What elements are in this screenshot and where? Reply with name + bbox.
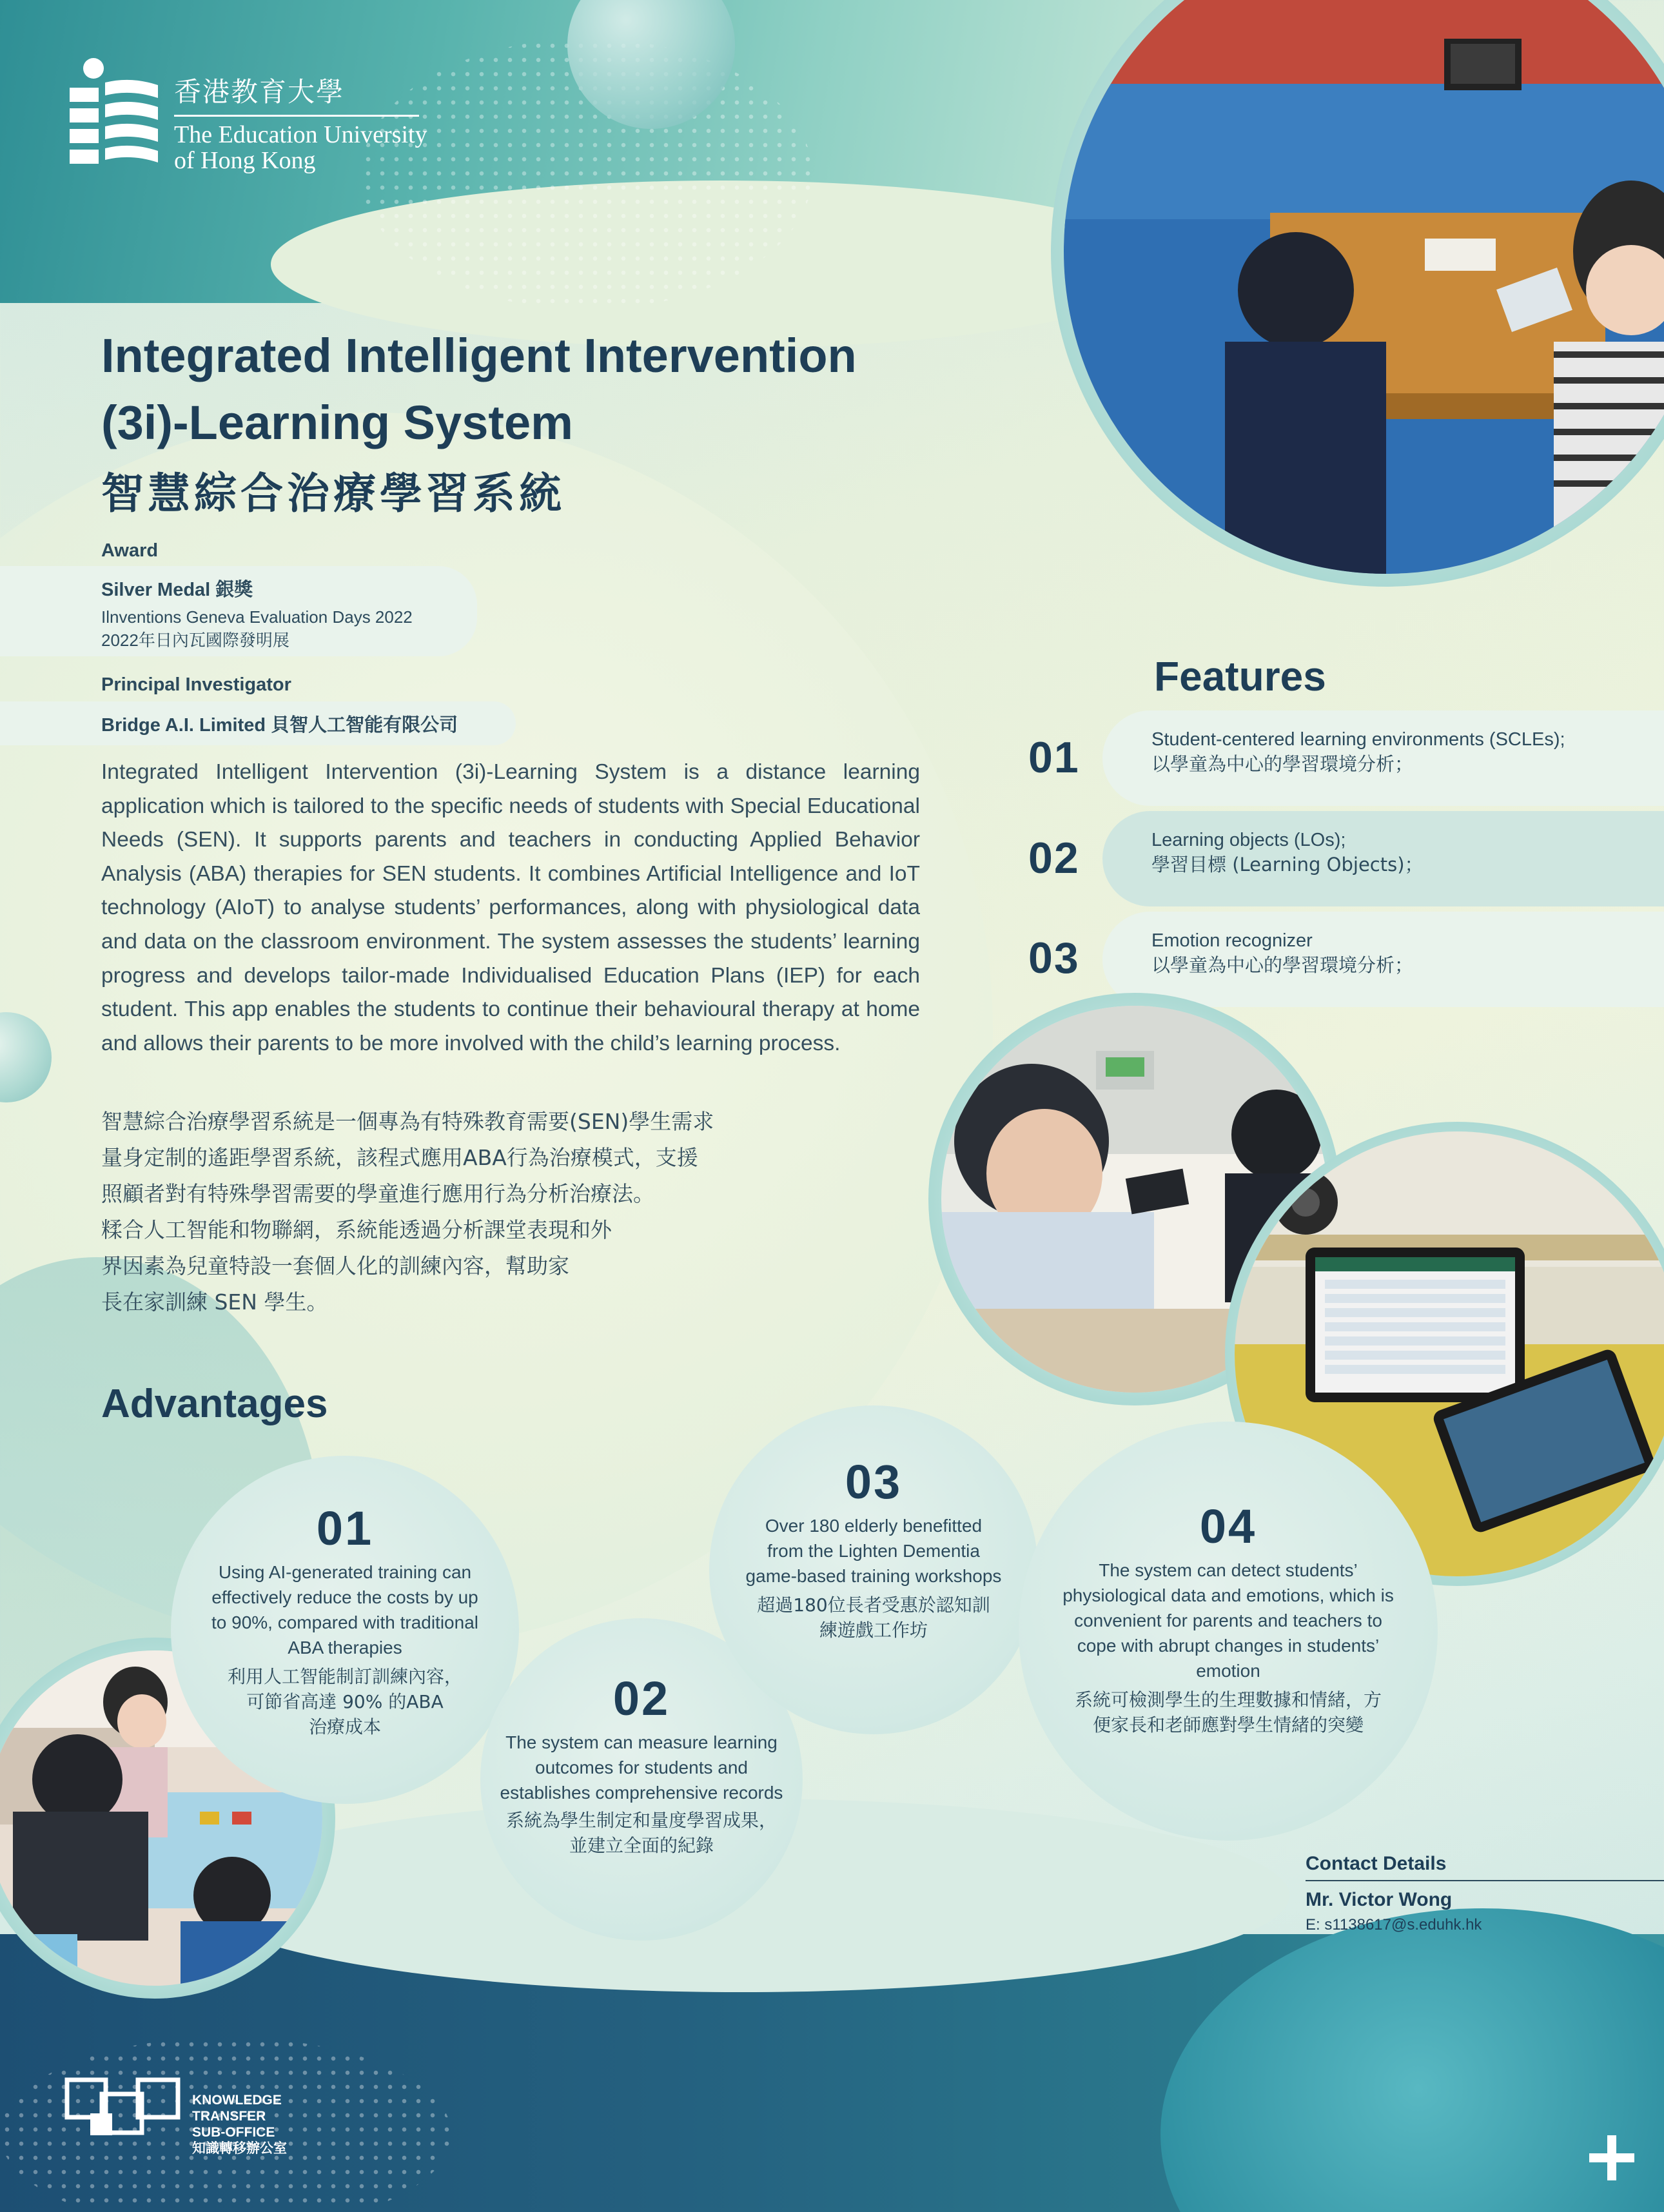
- advantage-card: [709, 1405, 1038, 1734]
- advantage-line: to 90%, compared with traditional: [211, 1612, 478, 1632]
- description-en: Integrated Intelligent Intervention (3i)-Learning System is a distance learning application which is tailored to the specific needs of students with Special Educational Needs (SEN). It supports parents and teachers in conducting Applied Behavior Analysis (ABA) therapies for SEN students. It combines Artificial Intelligence and IoT technology (AIoT) to analyse students’ performances, along with physiological data and data on the classroom environment. The system assesses the students’ learning progress and develops tailor-made Individualised Education Plans (IEP) for each student. This app enables the students to continue their behavioural therapy at home and allows their parents to be more involved with the child’s learning process.: [101, 760, 920, 1055]
- description-zh-line: 糅合人工智能和物聯網，系統能透過分析課堂表現和外: [101, 1217, 612, 1242]
- advantage-line: emotion: [1196, 1661, 1260, 1681]
- advantage-line-zh: 利用人工智能制訂訓練內容，: [227, 1666, 462, 1687]
- description-zh-line: 量身定制的遙距學習系統，該程式應用ABA行為治療模式，支援: [101, 1145, 698, 1170]
- award-event-en: Ilnventions Geneva Evaluation Days 2022: [101, 607, 413, 627]
- advantage-line-zh: 系統為學生制定和量度學習成果，: [505, 1810, 777, 1831]
- feature-text-zh: 以學童為中心的學習環境分析；: [1151, 753, 1414, 775]
- page-title-line2: (3i)-Learning System: [101, 396, 573, 449]
- advantage-line-zh: 並建立全面的紀錄: [569, 1835, 714, 1856]
- kt-line: 知識轉移辦公室: [192, 2140, 287, 2156]
- description-zh: [101, 1104, 843, 1320]
- award-medal: Silver Medal 銀獎: [101, 580, 253, 600]
- advantage-line-zh: 便家長和老師應對學生情緒的突變: [1092, 1714, 1364, 1736]
- contact-details: [1306, 1853, 1664, 1934]
- advantage-line-zh: 系統可檢測學生的生理數據和情緒，方: [1074, 1689, 1382, 1710]
- feature-number: 01: [1028, 733, 1080, 782]
- advantage-line: convenient for parents and teachers to: [1074, 1610, 1382, 1630]
- description-zh-line: 智慧綜合治療學習系統是一個專為有特殊教育需要(SEN)學生需求: [101, 1109, 714, 1134]
- contact-email[interactable]: E: s1138617@s.eduhk.hk: [1306, 1916, 1482, 1933]
- university-name: [174, 71, 427, 173]
- advantage-line: The system can detect students’: [1099, 1560, 1358, 1580]
- university-name-zh: 香港教育大學: [174, 76, 345, 108]
- kt-line: KNOWLEDGE: [192, 2093, 282, 2108]
- advantage-line-zh: 超過180位長者受惠於認知訓: [757, 1594, 990, 1616]
- advantage-line: physiological data and emotions, which is: [1062, 1585, 1394, 1605]
- eduhk-logo-icon: [64, 57, 161, 166]
- feature-text-en: Emotion recognizer: [1151, 930, 1313, 951]
- feature-number: 03: [1028, 934, 1080, 983]
- contact-heading: Contact Details: [1306, 1853, 1447, 1874]
- description-zh-line: 照顧者對有特殊學習需要的學童進行應用行為分析治療法。: [101, 1181, 654, 1206]
- advantage-number: 03: [845, 1455, 903, 1509]
- advantage-line: game-based training workshops: [745, 1566, 1002, 1586]
- advantage-line: ABA therapies: [288, 1638, 402, 1658]
- page-title-line1: Integrated Intelligent Intervention: [101, 329, 857, 382]
- feature-text-en: Learning objects (LOs);: [1151, 830, 1346, 850]
- advantage-line: outcomes for students and: [535, 1757, 748, 1777]
- award-pill: [0, 566, 477, 656]
- award-label: Award: [101, 540, 159, 561]
- advantage-line: from the Lighten Dementia: [767, 1541, 980, 1561]
- advantage-line: effectively reduce the costs by up: [211, 1587, 478, 1607]
- advantage-number: 01: [316, 1502, 374, 1555]
- advantage-card: [1019, 1422, 1438, 1841]
- award-event-zh: 2022年日內瓦國際發明展: [101, 631, 289, 650]
- plus-icon: [1589, 2135, 1634, 2180]
- knowledge-transfer-logo-icon: [64, 2075, 184, 2146]
- feature-number: 02: [1028, 834, 1080, 883]
- university-name-en-line2: of Hong Kong: [174, 147, 316, 174]
- advantages-heading: Advantages: [101, 1382, 328, 1426]
- investigator-name: Bridge A.I. Limited 貝智人工智能有限公司: [101, 715, 458, 736]
- investigator-label: Principal Investigator: [101, 674, 291, 695]
- page-title: [101, 322, 857, 456]
- advantage-line-zh: 治療成本: [308, 1716, 381, 1737]
- advantage-line: cope with abrupt changes in students’: [1077, 1636, 1380, 1656]
- page-title-zh: 智慧綜合治療學習系統: [101, 469, 565, 518]
- feature-item: [1102, 912, 1664, 1007]
- feature-item: [1102, 710, 1664, 806]
- advantage-line: Over 180 elderly benefitted: [765, 1516, 983, 1536]
- feature-text-en: Student-centered learning environments (SCLEs);: [1151, 729, 1565, 750]
- advantage-number: 02: [612, 1672, 670, 1725]
- university-name-en-line1: The Education University: [174, 121, 427, 148]
- advantage-line-zh: 練遊戲工作坊: [819, 1620, 928, 1641]
- investigator-pill: [0, 701, 516, 745]
- advantage-card: [171, 1456, 519, 1804]
- logo-divider: [174, 115, 419, 117]
- contact-name: Mr. Victor Wong: [1306, 1889, 1453, 1910]
- feature-text-zh: 學習目標 (Learning Objects)；: [1151, 854, 1424, 876]
- kt-line: SUB-OFFICE: [192, 2125, 275, 2140]
- knowledge-transfer-label: [192, 2092, 287, 2157]
- advantage-line-zh: 可節省高達 90% 的ABA: [246, 1691, 444, 1712]
- feature-item: [1102, 811, 1664, 906]
- advantage-number: 04: [1199, 1500, 1257, 1553]
- description-zh-line: 界因素為兒童特設一套個人化的訓練內容，幫助家: [101, 1253, 569, 1278]
- advantage-line: establishes comprehensive records: [500, 1783, 783, 1803]
- contact-divider: [1306, 1880, 1664, 1881]
- kt-line: TRANSFER: [192, 2109, 266, 2124]
- description-zh-line: 長在家訓練 SEN 學生。: [101, 1289, 328, 1315]
- feature-text-zh: 以學童為中心的學習環境分析；: [1151, 954, 1414, 976]
- advantage-line: The system can measure learning: [505, 1732, 778, 1752]
- advantage-line: Using AI-generated training can: [218, 1562, 472, 1582]
- features-heading: Features: [1154, 653, 1326, 700]
